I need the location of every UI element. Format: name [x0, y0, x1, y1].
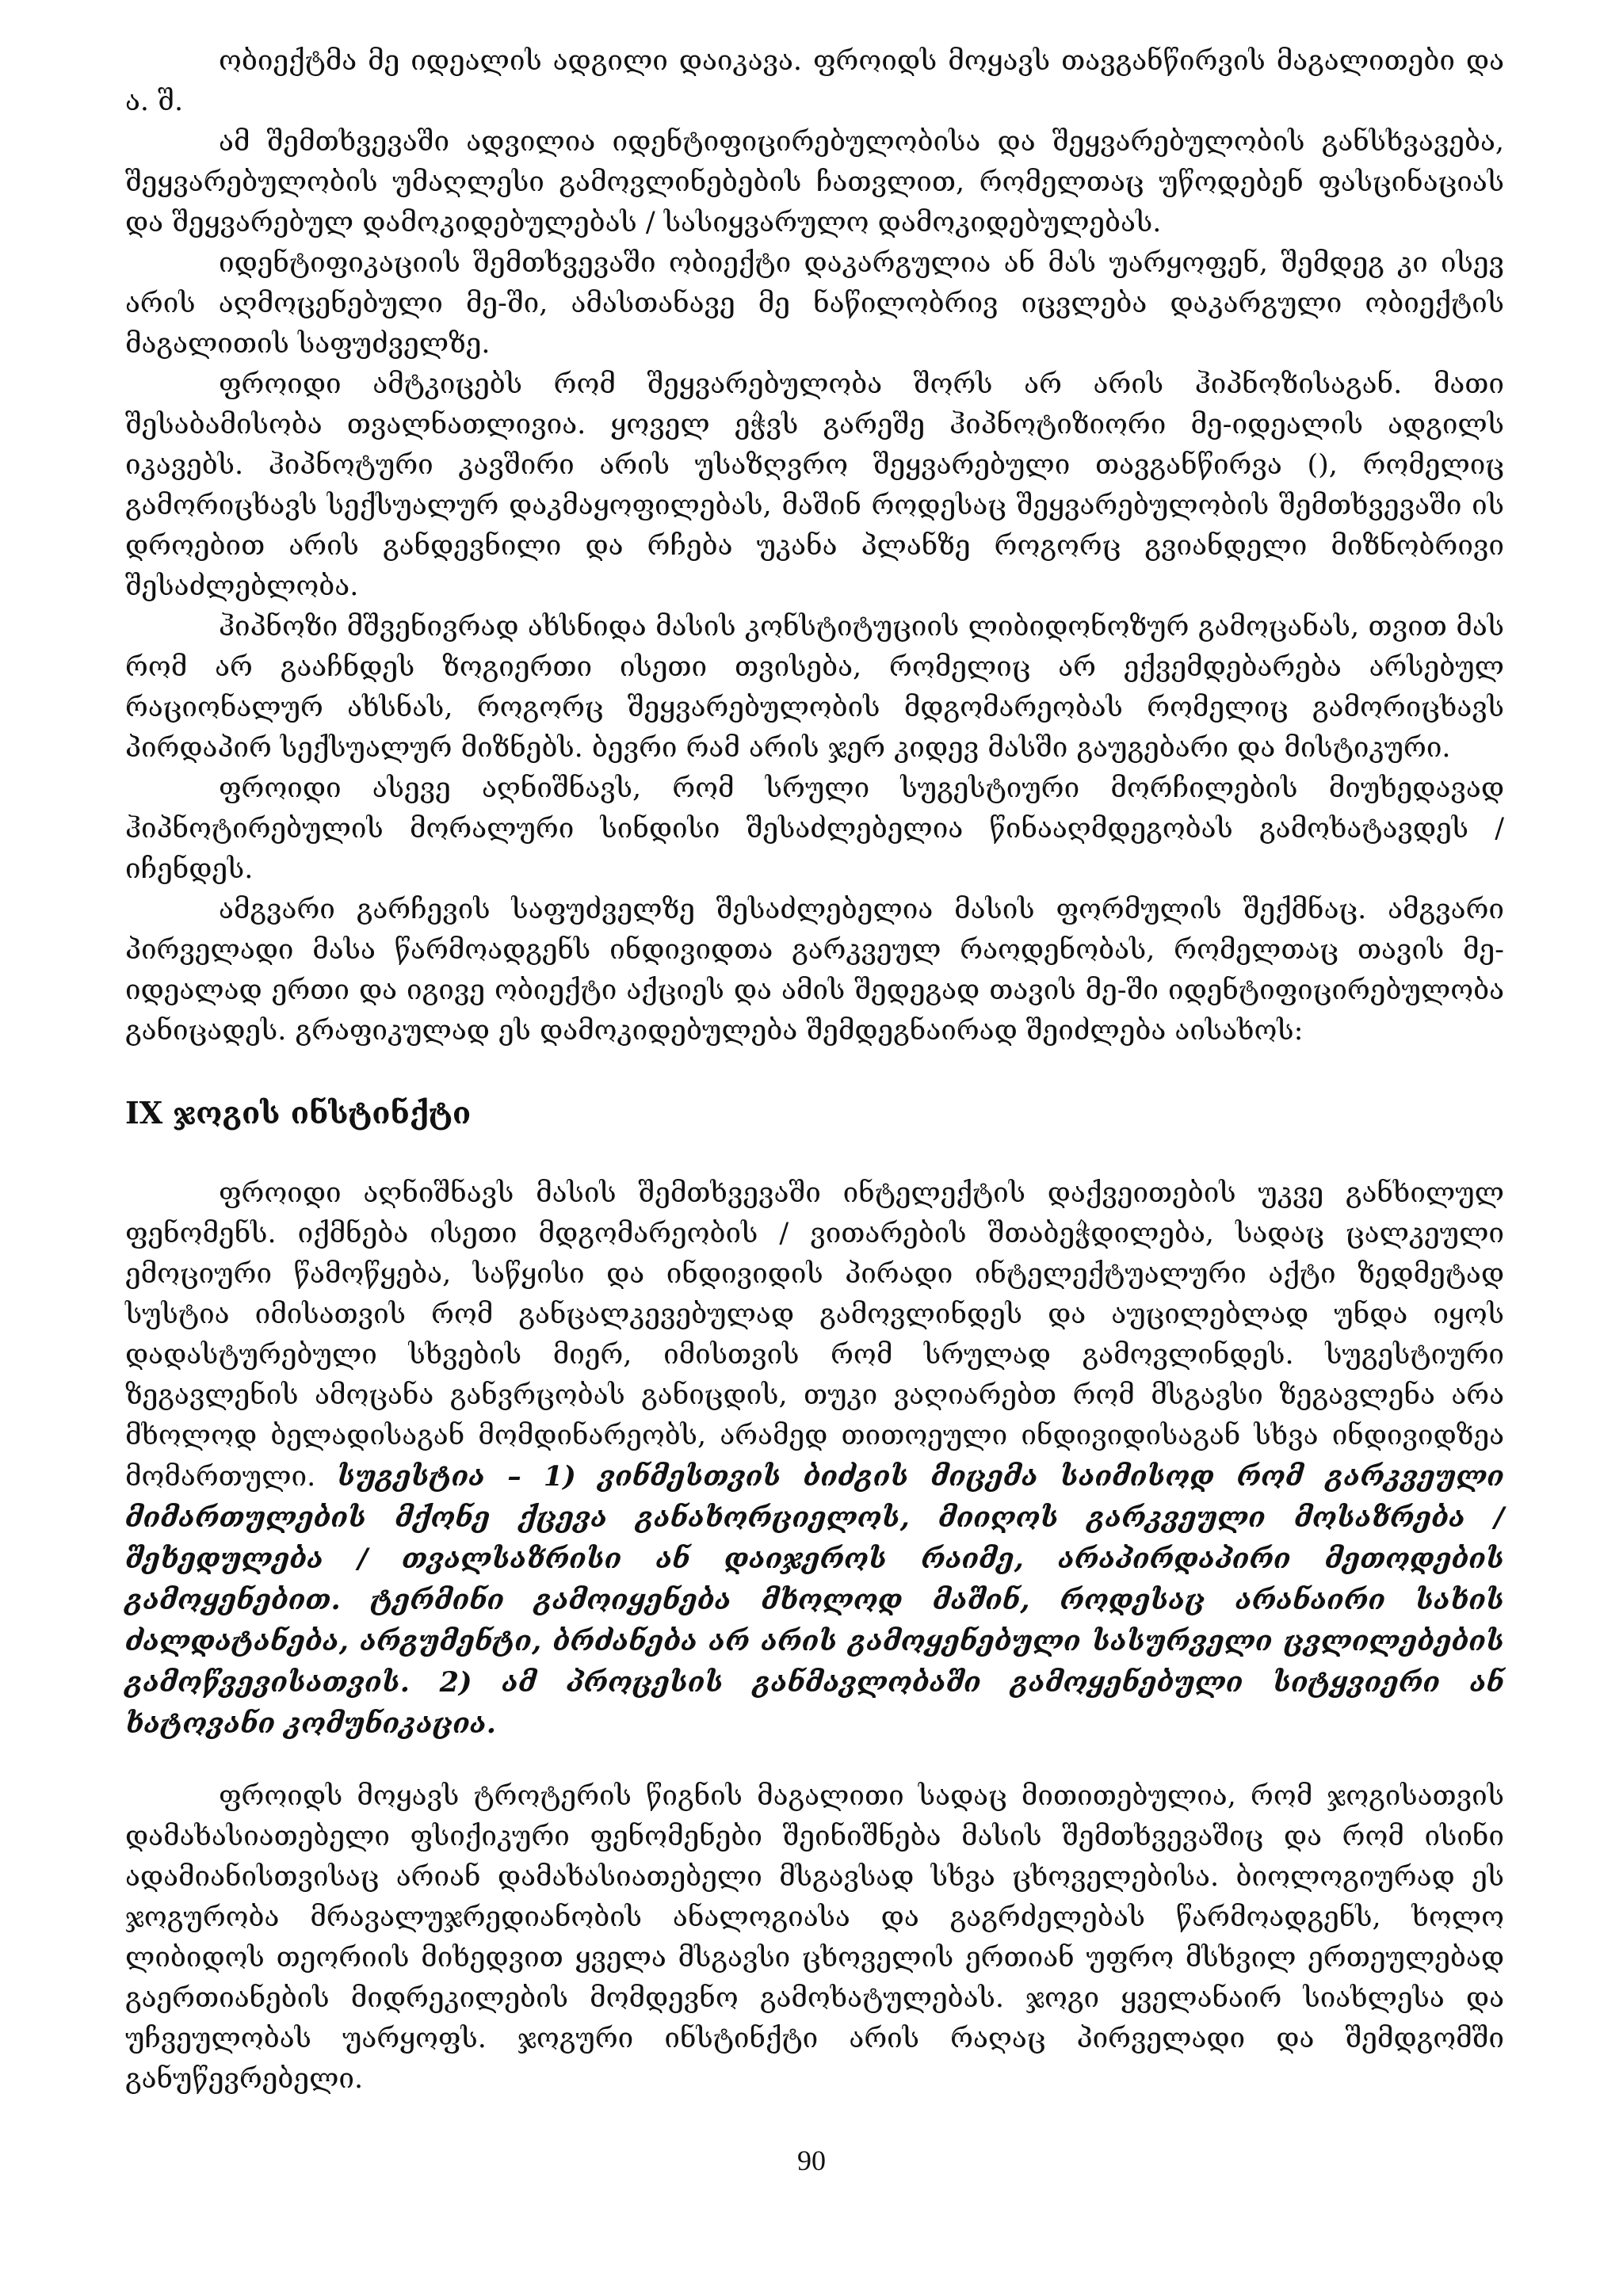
paragraph-7: ამგვარი გარჩევის საფუძველზე შესაძლებელია მასის ფორმულის შექმნაც. ამგვარი პირველადი მასა წარმოადგენს ინდივიდთა გარკვეულ რაოდენობას, რომელთაც თავის მე-იდეალად ერთი და იგივე ობიექტი აქციეს და ამის შედეგად თავის მე-ში იდენტიფიცირებულობა განიცადეს. გრაფიკულად ეს დამოკიდებულება შემდეგნაირად შეიძლება აისახოს: — [125, 894, 1504, 1047]
document-page — [125, 41, 1504, 2100]
suggestion-definition: სუგესტია – 1) ვინმესთვის ბიძგის მიცემა საიმისოდ რომ გარკვეული მიმართულების მქონე ქცევა განახორციელოს, მიიღოს გარკვეული მოსაზრება / შეხედულება / თვალსაზრისი ან დაიჯეროს რაიმე, არაპირდაპირი მეთოდების გამოყენებით. ტერმინი გამოიყენება მხოლოდ მაშინ, როდესაც არანაირი სახის ძალდატანება, არგუმენტი, ბრძანება არ არის გამოყენებული სასურველი ცვლილებების გამოწვევისათვის. 2) ამ პროცესის განმავლობაში გამოყენებული სიტყვიერი ან ხატოვანი კომუნიკაცია. — [125, 1460, 1504, 1740]
paragraph-5: ჰიპნოზი მშვენივრად ახსნიდა მასის კონსტიტუციის ლიბიდონოზურ გამოცანას, თვით მას რომ არ გააჩნდეს ზოგიერთი ისეთი თვისება, რომელიც არ ექვემდებარება არსებულ რაციონალურ ახსნას, როგორც შეყვარებულობის მდგომარეობას რომელიც გამორიცხავს პირდაპირ სექსუალურ მიზნებს. ბევრი რამ არის ჯერ კიდევ მასში გაუგებარი და მისტიკური. — [125, 611, 1504, 764]
paragraph-2: ამ შემთხვევაში ადვილია იდენტიფიცირებულობისა და შეყვარებულობის განსხვავება, შეყვარებულობის უმაღლესი გამოვლინებების ჩათვლით, რომელთაც უწოდებენ ფასცინაციას და შეყვარებულ დამოკიდებულებას / სასიყვარულო დამოკიდებულებას. — [125, 126, 1504, 238]
paragraph-1-text: ობიექტმა მე იდეალის ადგილი დაიკავა. ფროიდს მოყავს თავგანწირვის მაგალითები და ა. შ. — [125, 45, 1504, 117]
paragraph-3: იდენტიფიკაციის შემთხვევაში ობიექტი დაკარგულია ან მას უარყოფენ, შემდეგ კი ისევ არის აღმოცენებული მე-ში, ამასთანავე მე ნაწილობრივ იცვლება დაკარგული ობიექტის მაგალითის საფუძველზე. — [125, 247, 1504, 360]
final-paragraph: ფროიდს მოყავს ტროტერის წიგნის მაგალითი სადაც მითითებულია, რომ ჯოგისათვის დამახასიათებელი ფსიქიკური ფენომენები შეინიშნება მასის შემთხვევაშიც და რომ ისინი ადამიანისთვისაც არიან დამახასიათებელი მსგავსად სხვა ცხოველებისა. ბიოლოგიურად ეს ჯოგურობა მრავალუჯრედიანობის ანალოგიასა და გაგრძელებას წარმოადგენს, ხოლო ლიბიდოს თეორიის მიხედვით ყველა მსგავსი ცხოველის ერთიან უფრო მსხვილ ერთეულებად გაერთიანების მიდრეკილების მომდევნო გამოხატულებას. ჯოგი ყველანაირ სიახლესა და უჩვეულობას უარყოფს. ჯოგური ინსტინქტი არის რაღაც პირველადი და შემდგომში განუწევრებელი. — [125, 1780, 1504, 2095]
paragraph-gap — [125, 1745, 1504, 1776]
paragraph-6: ფროიდი ასევე აღნიშნავს, რომ სრული სუგესტიური მორჩილების მიუხედავად ჰიპნოტირებულის მორალური სინდისი შესაძლებელია წინააღმდეგობას გამოხატავდეს / იჩენდეს. — [125, 772, 1504, 885]
paragraph-1 — [125, 41, 1504, 122]
section-paragraph — [125, 1173, 1504, 1745]
paragraph-4: ფროიდი ამტკიცებს რომ შეყვარებულობა შორს არ არის ჰიპნოზისაგან. მათი შესაბამისობა თვალნათლივია. ყოველ ეჭვს გარეშე ჰიპნოტიზიორი მე-იდეალის ადგილს იკავებს. ჰიპნოტური კავშირი არის უსაზღვრო შეყვარებული თავგანწირვა (), რომელიც გამორიცხავს სექსუალურ დაკმაყოფილებას, მაშინ როდესაც შეყვარებულობის შემთხვევაში ის დროებით არის განდევნილი და რჩება უკანა პლანზე როგორც გვიანდელი მიზნობრივი შესაძლებლობა. — [125, 368, 1504, 602]
section-paragraph-plain: ფროიდი აღნიშნავს მასის შემთხვევაში ინტელექტის დაქვეითების უკვე განხილულ ფენომენს. იქმნება ისეთი მდგომარეობის / ვითარების შთაბეჭდილება, სადაც ცალკეული ემოციური წამოწყება, საწყისი და ინდივიდის პირადი ინტელექტუალური აქტი ზედმეტად სუსტია იმისათვის რომ განცალკევებულად გამოვლინდეს და აუცილებლად უნდა იყოს დადასტურებული სხვების მიერ, იმისთვის რომ სრულად გამოვლინდეს. სუგესტიური ზეგავლენის ამოცანა განვრცობას განიცდის, თუკი ვაღიარებთ რომ მსგავსი ზეგავლენა არა მხოლოდ ბელადისაგან მომდინარეობს, არამედ თითოეული ინდივიდისაგან სხვა ინდივიდზეა მომართული. — [125, 1177, 1504, 1493]
page-number: 90 — [797, 2145, 826, 2176]
section-heading: IX ჯოგის ინსტინქტი — [125, 1095, 472, 1131]
